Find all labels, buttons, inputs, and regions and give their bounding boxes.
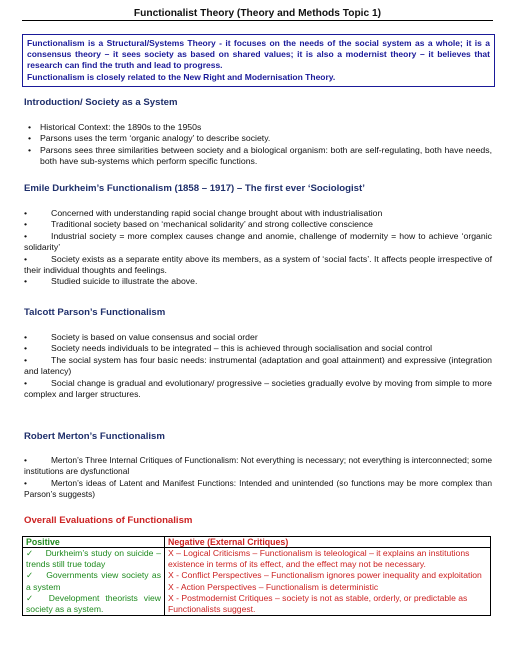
list-item <box>24 219 492 230</box>
intro-box <box>22 34 495 87</box>
positive-item <box>26 570 161 592</box>
bullet-icon: • <box>24 219 28 230</box>
list-item <box>24 332 492 343</box>
negative-column-header: Negative (External Critiques) <box>165 537 491 548</box>
list-item <box>24 122 492 133</box>
list-item-text: Historical Context: the 1890s to the 1950s <box>40 122 202 132</box>
negative-item: X – Logical Criticisms – Functionalism is teleological – it explains an institutions existence in terms of its effect, and the effect may not be necessary. <box>168 548 470 570</box>
section-heading-parsons: Talcott Parson’s Functionalism <box>24 307 166 318</box>
bullet-icon: • <box>28 144 32 155</box>
list-item <box>24 378 492 401</box>
bullet-icon: • <box>24 230 28 241</box>
bullet-icon: • <box>24 276 28 287</box>
table-header-row <box>23 537 491 548</box>
bullet-icon: • <box>24 343 28 354</box>
document-title: Functionalist Theory (Theory and Methods Topic 1) <box>22 8 493 21</box>
section-heading-introduction: Introduction/ Society as a System <box>24 97 178 108</box>
list-item <box>24 455 492 478</box>
list-item-text: Studied suicide to illustrate the above. <box>51 276 198 287</box>
table-row <box>23 548 491 616</box>
list-item-text: Society is based on value consensus and social order <box>51 332 258 342</box>
check-icon: ✓ <box>26 592 37 603</box>
list-item-text: Parsons uses the term ‘organic analogy’ to describe society. <box>40 133 271 144</box>
bullet-icon: • <box>24 477 27 488</box>
bullet-icon: • <box>24 253 28 264</box>
check-icon: ✓ <box>26 548 34 558</box>
list-item-text: Industrial society = more complex causes change and anomie, challenge of modernity = how to achieve ‘organic solidarity’ <box>24 230 492 253</box>
negative-cell <box>165 548 491 616</box>
section-list-introduction <box>24 122 492 168</box>
bullet-icon: • <box>24 354 28 365</box>
list-item <box>24 145 492 168</box>
list-item <box>24 276 492 287</box>
bullet-icon: • <box>28 133 32 144</box>
positive-item-text: Development theorists view society as a system. <box>26 592 161 615</box>
positive-item <box>26 548 161 570</box>
list-item-text: Concerned with understanding rapid social change brought about with industrialisation <box>51 208 383 218</box>
positive-item-text: Durkheim’s study on suicide – trends still true today <box>26 548 161 570</box>
intro-paragraph: Functionalism is closely related to the New Right and Modernisation Theory. <box>27 71 336 82</box>
list-item <box>24 208 492 219</box>
section-list-durkheim <box>24 208 492 288</box>
list-item <box>24 343 492 354</box>
list-item-text: Merton’s ideas of Latent and Manifest Functions: Intended and unintended (so functions may be more complex than Parson’s suggests) <box>24 477 492 500</box>
evaluation-table <box>22 536 491 616</box>
list-item <box>24 254 492 277</box>
positive-item-text: Governments view society as a system <box>26 570 162 592</box>
list-item-text: Society exists as a separate entity above its members, as a system of ‘social facts’. It affects people irrespective of their individual thoughts and feelings. <box>24 253 492 276</box>
negative-item: X - Postmodernist Critiques – society is not as stable, orderly, or predictable as Functionalists suggest. <box>168 592 468 615</box>
check-icon: ✓ <box>26 570 35 581</box>
negative-item: X - Conflict Perspectives – Functionalism ignores power inequality and exploitation <box>168 570 482 581</box>
positive-column-header: Positive <box>23 537 165 548</box>
evaluation-heading: Overall Evaluations of Functionalism <box>24 515 193 526</box>
section-list-merton <box>24 455 492 501</box>
bullet-icon: • <box>24 377 28 388</box>
list-item-text: Society needs individuals to be integrated – this is achieved through socialisation and social control <box>51 343 433 354</box>
negative-item: X - Action Perspectives – Functionalism is deterministic <box>168 581 379 592</box>
bullet-icon: • <box>24 208 28 218</box>
bullet-icon: • <box>24 332 28 342</box>
section-heading-merton: Robert Merton’s Functionalism <box>24 431 165 442</box>
intro-paragraph: Functionalism is a Structural/Systems Theory - it focuses on the needs of the social system as a whole; it is a consensus theory – it sees society as based on shared values; it is also a modernist theory – it believes that research can find the truth and lead to progress. <box>27 38 490 71</box>
list-item <box>24 478 492 501</box>
list-item <box>24 355 492 378</box>
positive-cell <box>23 548 165 616</box>
section-list-parsons <box>24 332 492 400</box>
list-item <box>24 133 492 144</box>
list-item-text: Traditional society based on ‘mechanical solidarity’ and strong collective conscience <box>51 219 373 230</box>
list-item-text: Parsons sees three similarities between society and a biological organism: both are self-regulating, both have needs, both have sub-systems which perform specific functions. <box>40 144 492 167</box>
list-item-text: The social system has four basic needs: instrumental (adaptation and goal attainment) and expressive (integration and latency) <box>24 354 492 377</box>
bullet-icon: • <box>24 455 27 465</box>
section-heading-durkheim: Emile Durkheim’s Functionalism (1858 – 1917) – The first ever ‘Sociologist’ <box>24 183 365 194</box>
list-item <box>24 231 492 254</box>
bullet-icon: • <box>28 122 32 132</box>
positive-item <box>26 593 161 615</box>
list-item-text: Merton’s Three Internal Critiques of Functionalism: Not everything is necessary; not everything is interconnected; some institutions are dysfunctional <box>24 455 492 477</box>
list-item-text: Social change is gradual and evolutionary/ progressive – societies gradually evolve by moving from simple to more complex and larger structures. <box>24 377 492 400</box>
